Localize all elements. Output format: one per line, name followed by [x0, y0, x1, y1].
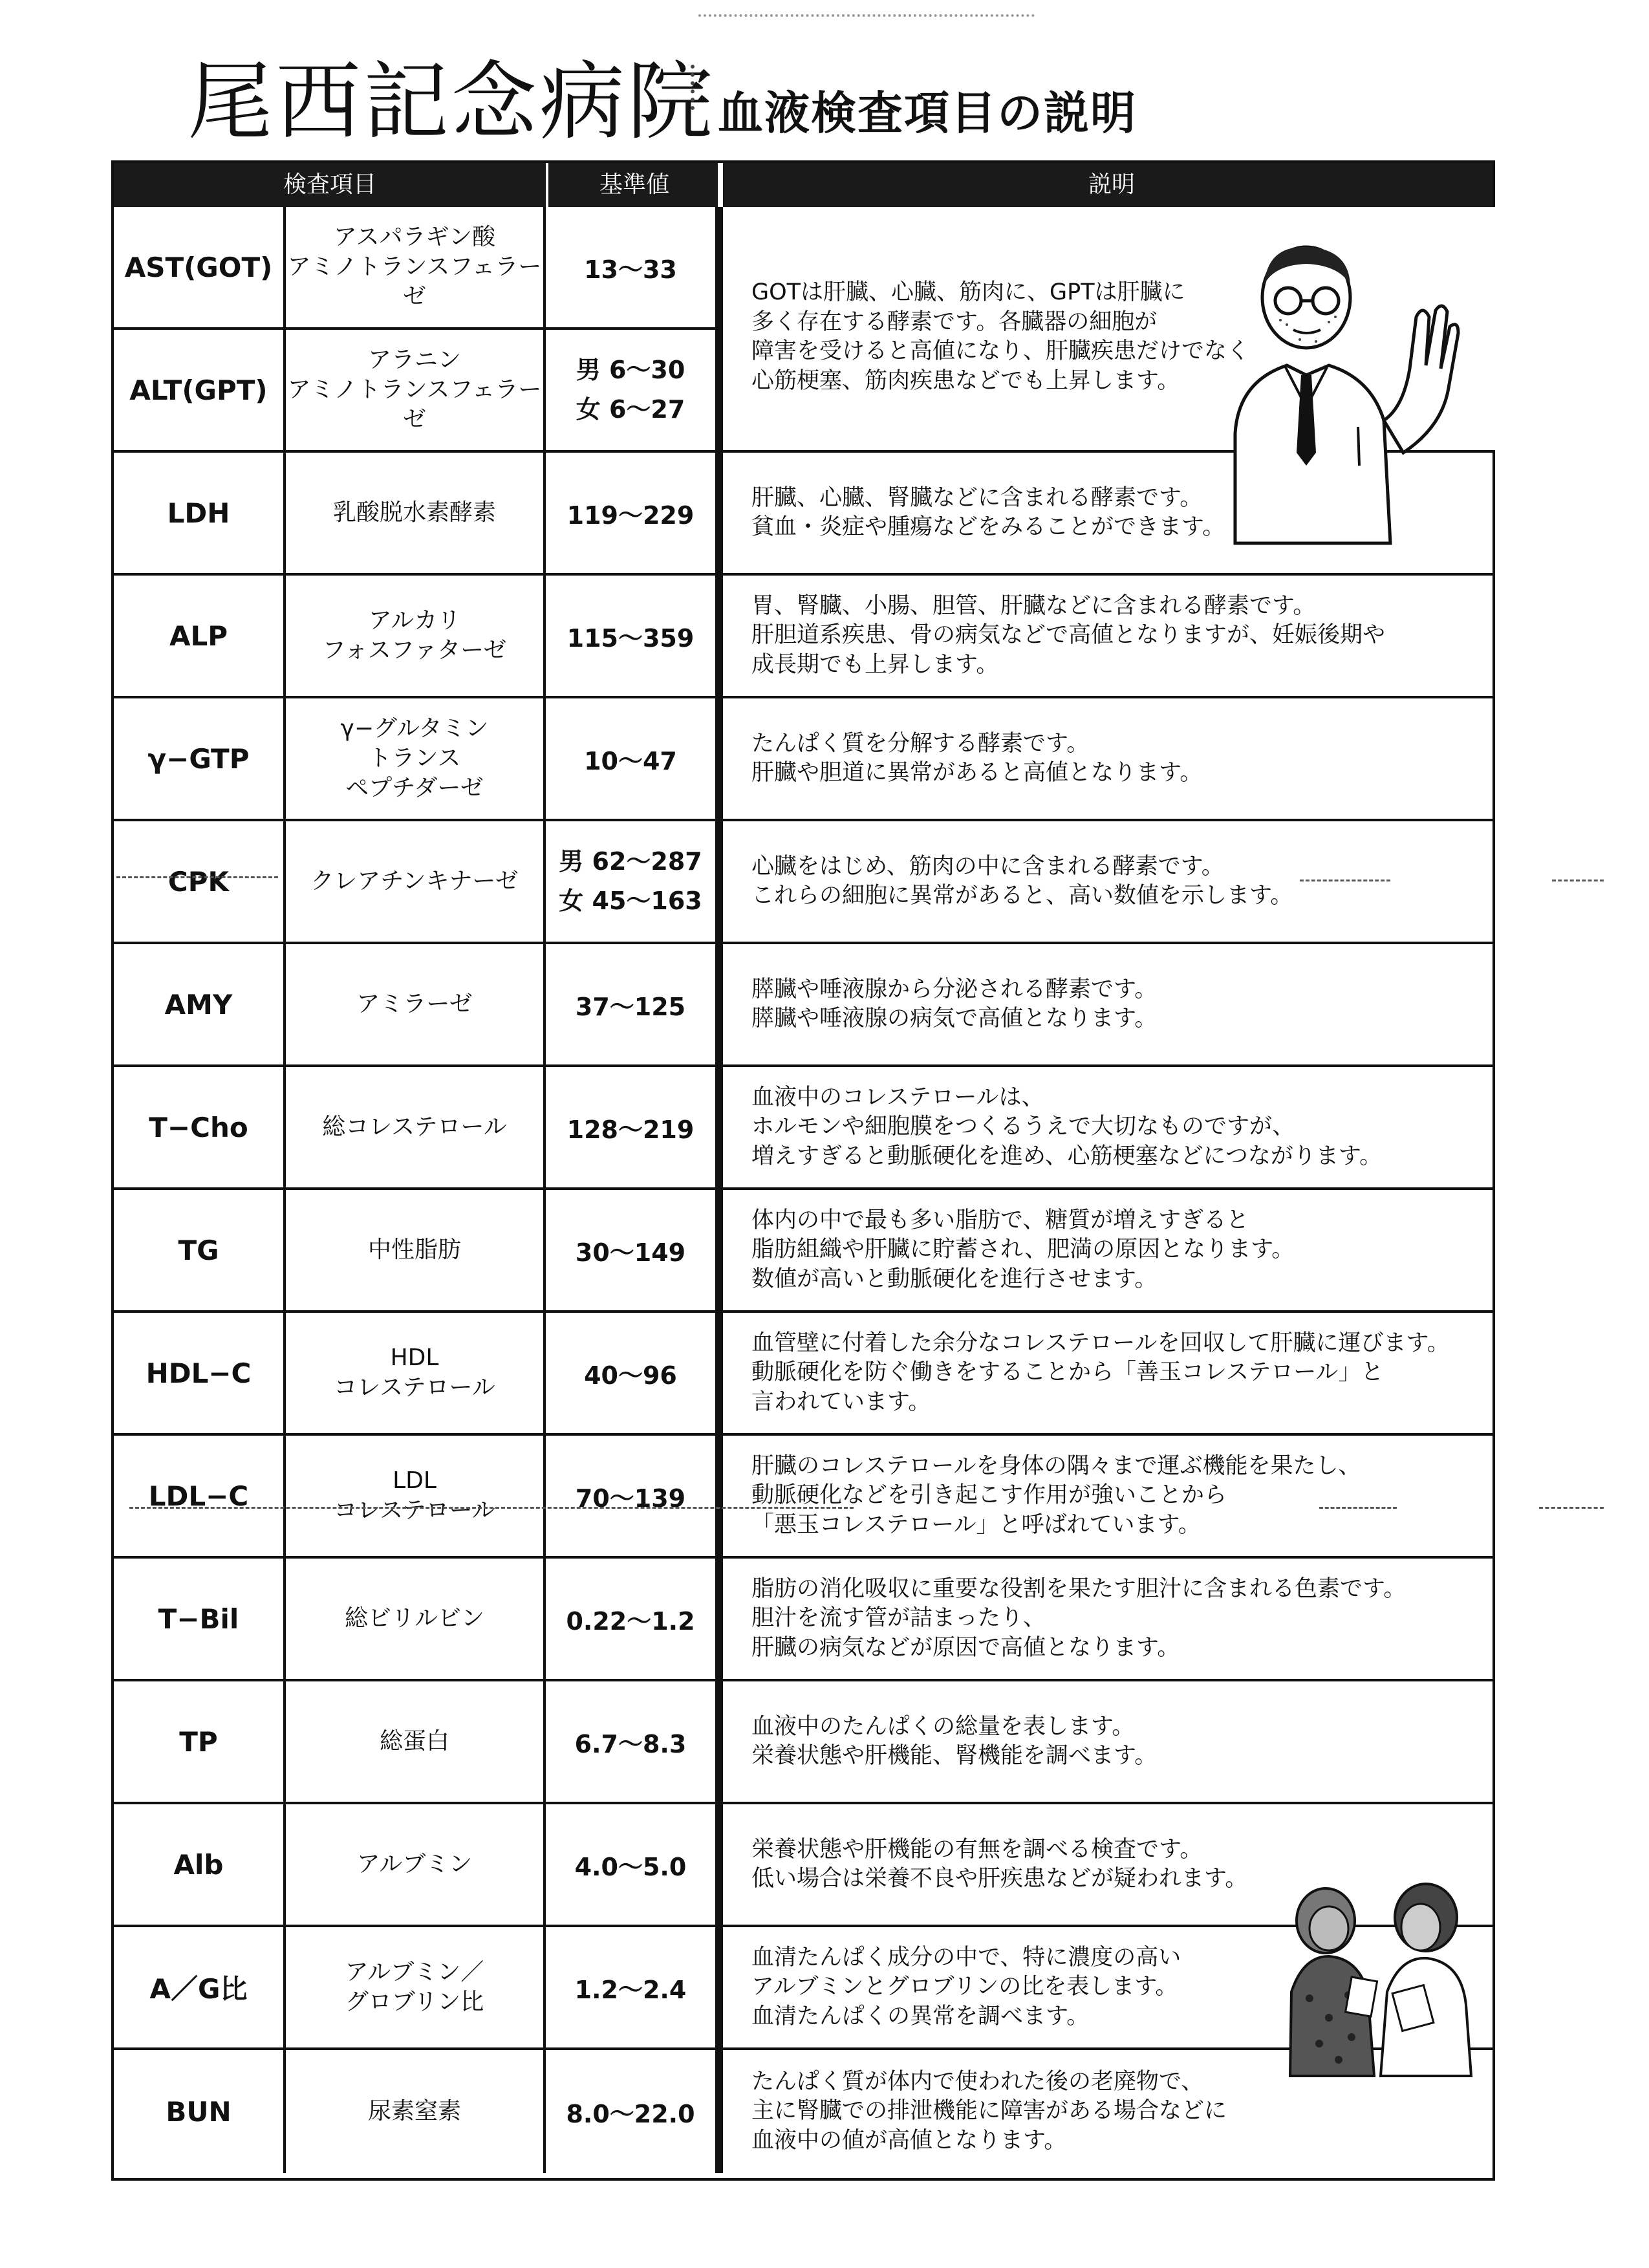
desc-line: 肝胆道系疾患、骨の病気などで高値となりますが、妊娠後期や — [751, 622, 1386, 649]
patients-icon — [1277, 1882, 1484, 2082]
row-ref: 40〜96 — [546, 1313, 718, 1433]
desc-line: たんぱく質を分解する酵素です。 — [751, 730, 1090, 757]
row-abbr: γ−GTP — [114, 698, 286, 819]
row-abbr: ALT(GPT) — [114, 330, 286, 450]
desc-line: 膵臓や唾液腺から分泌される酵素です。 — [751, 976, 1158, 1002]
desc-line: 肝臓のコレステロールを身体の隅々まで運ぶ機能を果たし、 — [751, 1453, 1361, 1479]
ref-female: 女 45〜163 — [559, 887, 702, 915]
table-row — [114, 944, 1493, 1067]
desc-line: 血清たんぱくの異常を調べます。 — [751, 2003, 1090, 2029]
table-row — [114, 821, 1493, 944]
row-ref: 30〜149 — [546, 1190, 718, 1310]
desc-line: 血液中のたんぱくの総量を表します。 — [751, 1713, 1135, 1740]
row-name: 総ビリルビン — [286, 1559, 546, 1679]
row-name: アルブミン／ グロブリン比 — [286, 1927, 546, 2047]
row-desc — [718, 944, 1495, 1064]
row-abbr: BUN — [114, 2050, 286, 2173]
desc-line: 成長期でも上昇します。 — [751, 651, 999, 678]
hospital-name: 尾西記念病院 — [188, 52, 715, 152]
row-desc — [718, 1436, 1495, 1556]
row-name: 尿素窒素 — [286, 2050, 546, 2173]
row-abbr: TG — [114, 1190, 286, 1310]
desc-line: 「悪玉コレステロール」と呼ばれています。 — [751, 1511, 1201, 1538]
row-desc — [718, 1190, 1495, 1310]
desc-line: 低い場合は栄養不良や肝疾患などが疑われます。 — [751, 1866, 1248, 1892]
desc-line: 血清たんぱく成分の中で、特に濃度の高い — [751, 1944, 1181, 1971]
table-row — [114, 1313, 1493, 1436]
divider — [691, 65, 698, 110]
row-ref: 70〜139 — [546, 1436, 718, 1556]
row-name: HDL コレステロール — [286, 1313, 546, 1433]
row-name: 総蛋白 — [286, 1681, 546, 1802]
table-header — [114, 163, 1493, 207]
desc-line: 体内の中で最も多い脂肪で、糖質が増えすぎると — [751, 1207, 1249, 1233]
desc-line: 動脈硬化を防ぐ働きをすることから「善玉コレステロール」と — [751, 1359, 1384, 1386]
ref-female: 女 6〜27 — [576, 395, 685, 424]
row-abbr: HDL−C — [114, 1313, 286, 1433]
row-name: アルブミン — [286, 1804, 546, 1925]
desc-line: 胃、腎臓、小腸、胆管、肝臓などに含まれる酵素です。 — [751, 592, 1316, 619]
row-desc — [718, 1681, 1495, 1802]
desc-line: 胆汁を流す管が詰まったり、 — [751, 1605, 1046, 1632]
desc-line: 血管壁に付着した余分なコレステロールを回収して肝臓に運びます。 — [751, 1330, 1450, 1356]
row-name: LDL コレステロール — [286, 1436, 546, 1556]
table-row — [114, 576, 1493, 698]
row-ref: 10〜47 — [546, 698, 718, 819]
desc-line: 貧血・炎症や腫瘍などをみることができます。 — [751, 514, 1225, 540]
desc-line: これらの細胞に異常があると、高い数値を示します。 — [751, 883, 1293, 909]
desc-line: 肝臓の病気などが原因で高値となります。 — [751, 1634, 1180, 1661]
row-abbr: LDH — [114, 453, 286, 573]
desc-line: アルブミンとグロブリンの比を表します。 — [751, 1974, 1178, 2000]
row-ref: 115〜359 — [546, 576, 718, 696]
table-row — [114, 698, 1493, 821]
table-row — [114, 1681, 1493, 1804]
desc-line: GOTは肝臓、心臓、筋肉に、GPTは肝臓に — [751, 279, 1185, 305]
row-abbr: CPK — [114, 821, 286, 942]
table-row — [114, 1067, 1493, 1190]
row-ref: 13〜33 — [546, 207, 718, 327]
row-name: アルカリ フォスファターゼ — [286, 576, 546, 696]
row-desc — [718, 698, 1495, 819]
row-ref: 119〜229 — [546, 453, 718, 573]
desc-line: 膵臓や唾液腺の病気で高値となります。 — [751, 1006, 1158, 1031]
row-abbr: LDL−C — [114, 1436, 286, 1556]
doctor-icon — [1209, 239, 1461, 550]
desc-line: 栄養状態や肝機能の有無を調べる検査です。 — [751, 1836, 1203, 1863]
desc-line: 脂肪の消化吸収に重要な役割を果たす胆汁に含まれる色素です。 — [751, 1575, 1406, 1602]
desc-line: ホルモンや細胞膜をつくるうえで大切なものですが、 — [751, 1114, 1295, 1140]
row-name: クレアチンキナーゼ — [286, 821, 546, 942]
col-ref-header: 基準値 — [546, 163, 720, 207]
row-desc — [718, 821, 1495, 942]
row-name: アミラーゼ — [286, 944, 546, 1064]
row-ref: 6.7〜8.3 — [546, 1681, 718, 1802]
row-desc — [718, 1559, 1495, 1679]
desc-line: たんぱく質が体内で使われた後の老廃物で、 — [751, 2068, 1204, 2095]
desc-line: 栄養状態や肝機能、腎機能を調べます。 — [751, 1743, 1158, 1769]
row-name: γ−グルタミン トランス ペプチダーゼ — [286, 698, 546, 819]
row-desc — [718, 1067, 1495, 1187]
row-desc — [718, 1313, 1495, 1433]
scan-artifact — [1300, 880, 1390, 881]
col-item-header: 検査項目 — [283, 171, 376, 198]
desc-line: 増えすぎると動脈硬化を進め、心筋梗塞などにつながります。 — [751, 1143, 1383, 1169]
row-ref: 37〜125 — [546, 944, 718, 1064]
row-ref: 8.0〜22.0 — [546, 2050, 718, 2173]
desc-line: 心筋梗塞、筋肉疾患などでも上昇します。 — [751, 367, 1180, 394]
ref-male: 男 62〜287 — [559, 847, 702, 876]
col-desc-header: 説明 — [718, 163, 1500, 207]
scan-artifact — [1539, 1507, 1604, 1509]
desc-line: 動脈硬化などを引き起こす作用が強いことから — [751, 1482, 1227, 1509]
row-desc — [718, 576, 1495, 696]
desc-line: 肝臓や胆道に異常があると高値となります。 — [751, 760, 1203, 786]
row-name: アラニン アミノトランスフェラーゼ — [286, 330, 546, 450]
row-ref: 4.0〜5.0 — [546, 1804, 718, 1925]
row-abbr: AMY — [114, 944, 286, 1064]
row-abbr: Alb — [114, 1804, 286, 1925]
desc-line: 脂肪組織や肝臓に貯蓄され、肥満の原因となります。 — [751, 1237, 1295, 1263]
table-row — [114, 1436, 1493, 1559]
row-abbr: T−Bil — [114, 1559, 286, 1679]
row-ref: 1.2〜2.4 — [546, 1927, 718, 2047]
page-title: 血液検査項目の説明 — [718, 87, 1137, 140]
ref-male: 男 6〜30 — [576, 356, 685, 385]
row-name: 総コレステロール — [286, 1067, 546, 1187]
desc-line: 主に腎臓での排泄機能に障害がある場合などに — [751, 2098, 1227, 2124]
row-name: アスパラギン酸 アミノトランスフェラーゼ — [286, 207, 546, 327]
row-abbr: TP — [114, 1681, 286, 1802]
row-abbr: AST(GOT) — [114, 207, 286, 327]
desc-line: 障害を受けると高値になり、肝臓疾患だけでなく — [751, 338, 1250, 364]
row-abbr: T−Cho — [114, 1067, 286, 1187]
scan-artifact — [1319, 1507, 1397, 1509]
desc-line: 血液中の値が高値となります。 — [751, 2127, 1067, 2154]
desc-line: 多く存在する酵素です。各臓器の細胞が — [751, 308, 1158, 335]
row-name: 中性脂肪 — [286, 1190, 546, 1310]
row-name: 乳酸脱水素酵素 — [286, 453, 546, 573]
row-ref — [546, 330, 718, 450]
row-abbr: ALP — [114, 576, 286, 696]
row-ref — [546, 821, 718, 942]
desc-line: 言われています。 — [751, 1388, 931, 1415]
scan-artifact — [116, 876, 278, 878]
table-row — [114, 1559, 1493, 1681]
desc-line: 数値が高いと動脈硬化を進行させます。 — [751, 1266, 1158, 1292]
row-abbr: A／G比 — [114, 1927, 286, 2047]
table-row — [114, 1190, 1493, 1313]
scan-artifact — [698, 14, 1035, 26]
desc-line: 血液中のコレステロールは、 — [751, 1084, 1044, 1110]
row-ref: 128〜219 — [546, 1067, 718, 1187]
desc-line: 心臓をはじめ、筋肉の中に含まれる酵素です。 — [751, 853, 1224, 880]
scan-artifact — [1552, 880, 1604, 881]
row-ref: 0.22〜1.2 — [546, 1559, 718, 1679]
desc-line: 肝臓、心臓、腎臓などに含まれる酵素です。 — [751, 484, 1203, 511]
scan-artifact — [129, 1507, 854, 1509]
